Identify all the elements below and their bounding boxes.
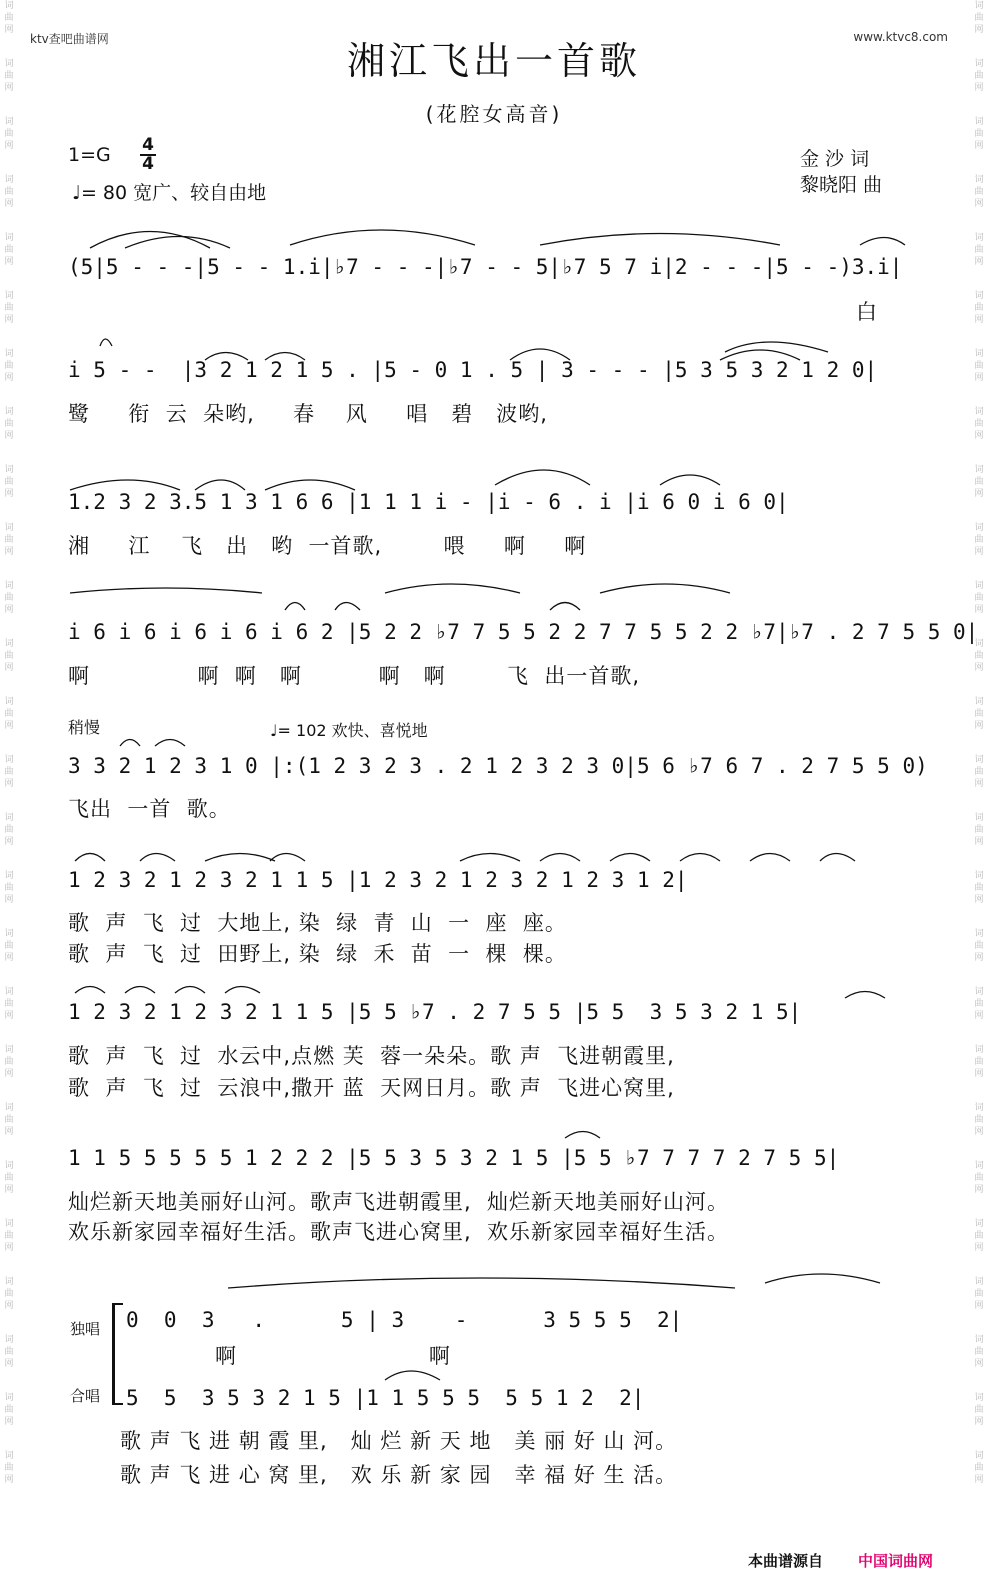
chorus-lyric-2: 歌 声 飞 进 心 窝 里, 欢 乐 新 家 园 幸 福 好 生 活。 bbox=[120, 1463, 678, 1487]
key-signature: 1=G bbox=[68, 144, 111, 166]
song-title: 湘江飞出一首歌 bbox=[346, 39, 641, 83]
site-right-label: www.ktvc8.com bbox=[853, 30, 948, 44]
watermark-left: 词曲网 词曲网 词曲网 词曲网 词曲网 词曲网 词曲网 词曲网 词曲网 词曲网 词曲网 词曲网 词曲网 词曲网 词曲网 词曲网 词曲网 词曲网 词曲网 词曲网 词曲网 词曲网 词曲网 词曲网 词曲网 词曲网 bbox=[4, 1, 14, 1485]
score-row-6-notes: 1 2 3 2 1 2 3 2 1 1 5 |1 2 3 2 1 2 3 2 1 2 3 1 2| bbox=[68, 868, 688, 892]
footer-source-label: 本曲谱源自 bbox=[748, 1552, 824, 1570]
score-row-5-notes: 3 3 2 1 2 3 1 0 |:(1 2 3 2 3 . 2 1 2 3 2 3 0|5 6 ♭7 6 7 . 2 7 5 5 0) bbox=[68, 754, 928, 778]
time-sig-bottom: 4 bbox=[142, 154, 154, 174]
score-row-5-lyric: 飞出 一首 歌。 bbox=[68, 797, 231, 821]
solo-part-label: 独唱 bbox=[70, 1320, 101, 1338]
composer-credit: 黎晓阳 曲 bbox=[800, 174, 883, 196]
score-row-6-lyric-2: 歌 声 飞 过 田野上, 染 绿 禾 苗 一 棵 棵。 bbox=[68, 942, 567, 966]
lyricist-credit: 金 沙 词 bbox=[800, 148, 870, 170]
solo-lyric: 啊 啊 bbox=[215, 1344, 451, 1368]
site-left-label: ktv查吧曲谱网 bbox=[30, 32, 109, 46]
score-row-8-lyric-2: 欢乐新家园幸福好生活。歌声飞进心窝里, 欢乐新家园幸福好生活。 bbox=[68, 1220, 730, 1244]
score-row-8-notes: 1 1 5 5 5 5 5 1 2 2 2 |5 5 3 5 3 2 1 5 |5 5 ♭7 7 7 7 2 7 5 5| bbox=[68, 1146, 840, 1170]
part-bracket bbox=[112, 1303, 123, 1405]
time-sig-top: 4 bbox=[142, 135, 154, 155]
score-row-8-lyric-1: 灿烂新天地美丽好山河。歌声飞进朝霞里, 灿烂新天地美丽好山河。 bbox=[68, 1190, 730, 1214]
score-row-2-notes: i 5 - - |3 2 1 2 1 5 . |5 - 0 1 . 5 | 3 - - - |5 3 5 3 2 1 2 0| bbox=[68, 358, 878, 382]
chorus-notes: 5 5 3 5 3 2 1 5 |1 1 5 5 5 5 5 1 2 2| bbox=[126, 1386, 645, 1410]
footer-source-site[interactable]: 中国词曲网 bbox=[858, 1552, 934, 1570]
score-row-1-lyric: 白 bbox=[856, 300, 878, 324]
song-subtitle: (花腔女高音) bbox=[425, 102, 563, 126]
score-row-2-lyric: 鹭 衔 云 朵哟, 春 风 唱 碧 波哟, bbox=[68, 402, 548, 426]
score-row-7-lyric-1: 歌 声 飞 过 水云中,点燃 芙 蓉一朵朵。歌 声 飞进朝霞里, bbox=[68, 1044, 675, 1068]
chorus-part-label: 合唱 bbox=[70, 1387, 101, 1405]
score-row-1-notes: (5|5 - - -|5 - - 1.i|♭7 - - -|♭7 - - 5|♭7 5 7 i|2 - - -|5 - -)3.i| bbox=[68, 255, 903, 279]
tempo-slow-marking: 稍慢 bbox=[68, 718, 101, 737]
score-row-7-notes: 1 2 3 2 1 2 3 2 1 1 5 |5 5 ♭7 . 2 7 5 5 |5 5 3 5 3 2 1 5| bbox=[68, 1000, 802, 1024]
solo-notes: 0 0 3 . 5 | 3 - 3 5 5 5 2| bbox=[126, 1308, 683, 1332]
chorus-lyric-1: 歌 声 飞 进 朝 霞 里, 灿 烂 新 天 地 美 丽 好 山 河。 bbox=[120, 1429, 678, 1453]
tempo-change-marking: ♩= 102 欢快、喜悦地 bbox=[270, 721, 428, 740]
score-row-4-notes: i 6 i 6 i 6 i 6 i 6 2 |5 2 2 ♭7 7 5 5 2 2 7 7 5 5 2 2 ♭7|♭7 . 2 7 5 5 0| bbox=[68, 620, 979, 644]
tempo-marking: ♩= 80 宽广、较自由地 bbox=[72, 182, 267, 204]
score-row-3-lyric: 湘 江 飞 出 哟 一首歌, 喂 啊 啊 bbox=[68, 534, 587, 558]
score-row-3-notes: 1.2 3 2 3.5 1 3 1 6 6 |1 1 1 i - |i - 6 . i |i 6 0 i 6 0| bbox=[68, 490, 789, 514]
watermark-right: 词曲网 词曲网 词曲网 词曲网 词曲网 词曲网 词曲网 词曲网 词曲网 词曲网 词曲网 词曲网 词曲网 词曲网 词曲网 词曲网 词曲网 词曲网 词曲网 词曲网 词曲网 词曲网 词曲网 词曲网 词曲网 词曲网 bbox=[974, 1, 984, 1485]
score-row-4-lyric: 啊 啊 啊 啊 啊 啊 飞 出一首歌, bbox=[68, 664, 641, 688]
score-row-6-lyric-1: 歌 声 飞 过 大地上, 染 绿 青 山 一 座 座。 bbox=[68, 911, 567, 935]
score-row-7-lyric-2: 歌 声 飞 过 云浪中,撒开 蓝 天网日月。歌 声 飞进心窝里, bbox=[68, 1076, 675, 1100]
